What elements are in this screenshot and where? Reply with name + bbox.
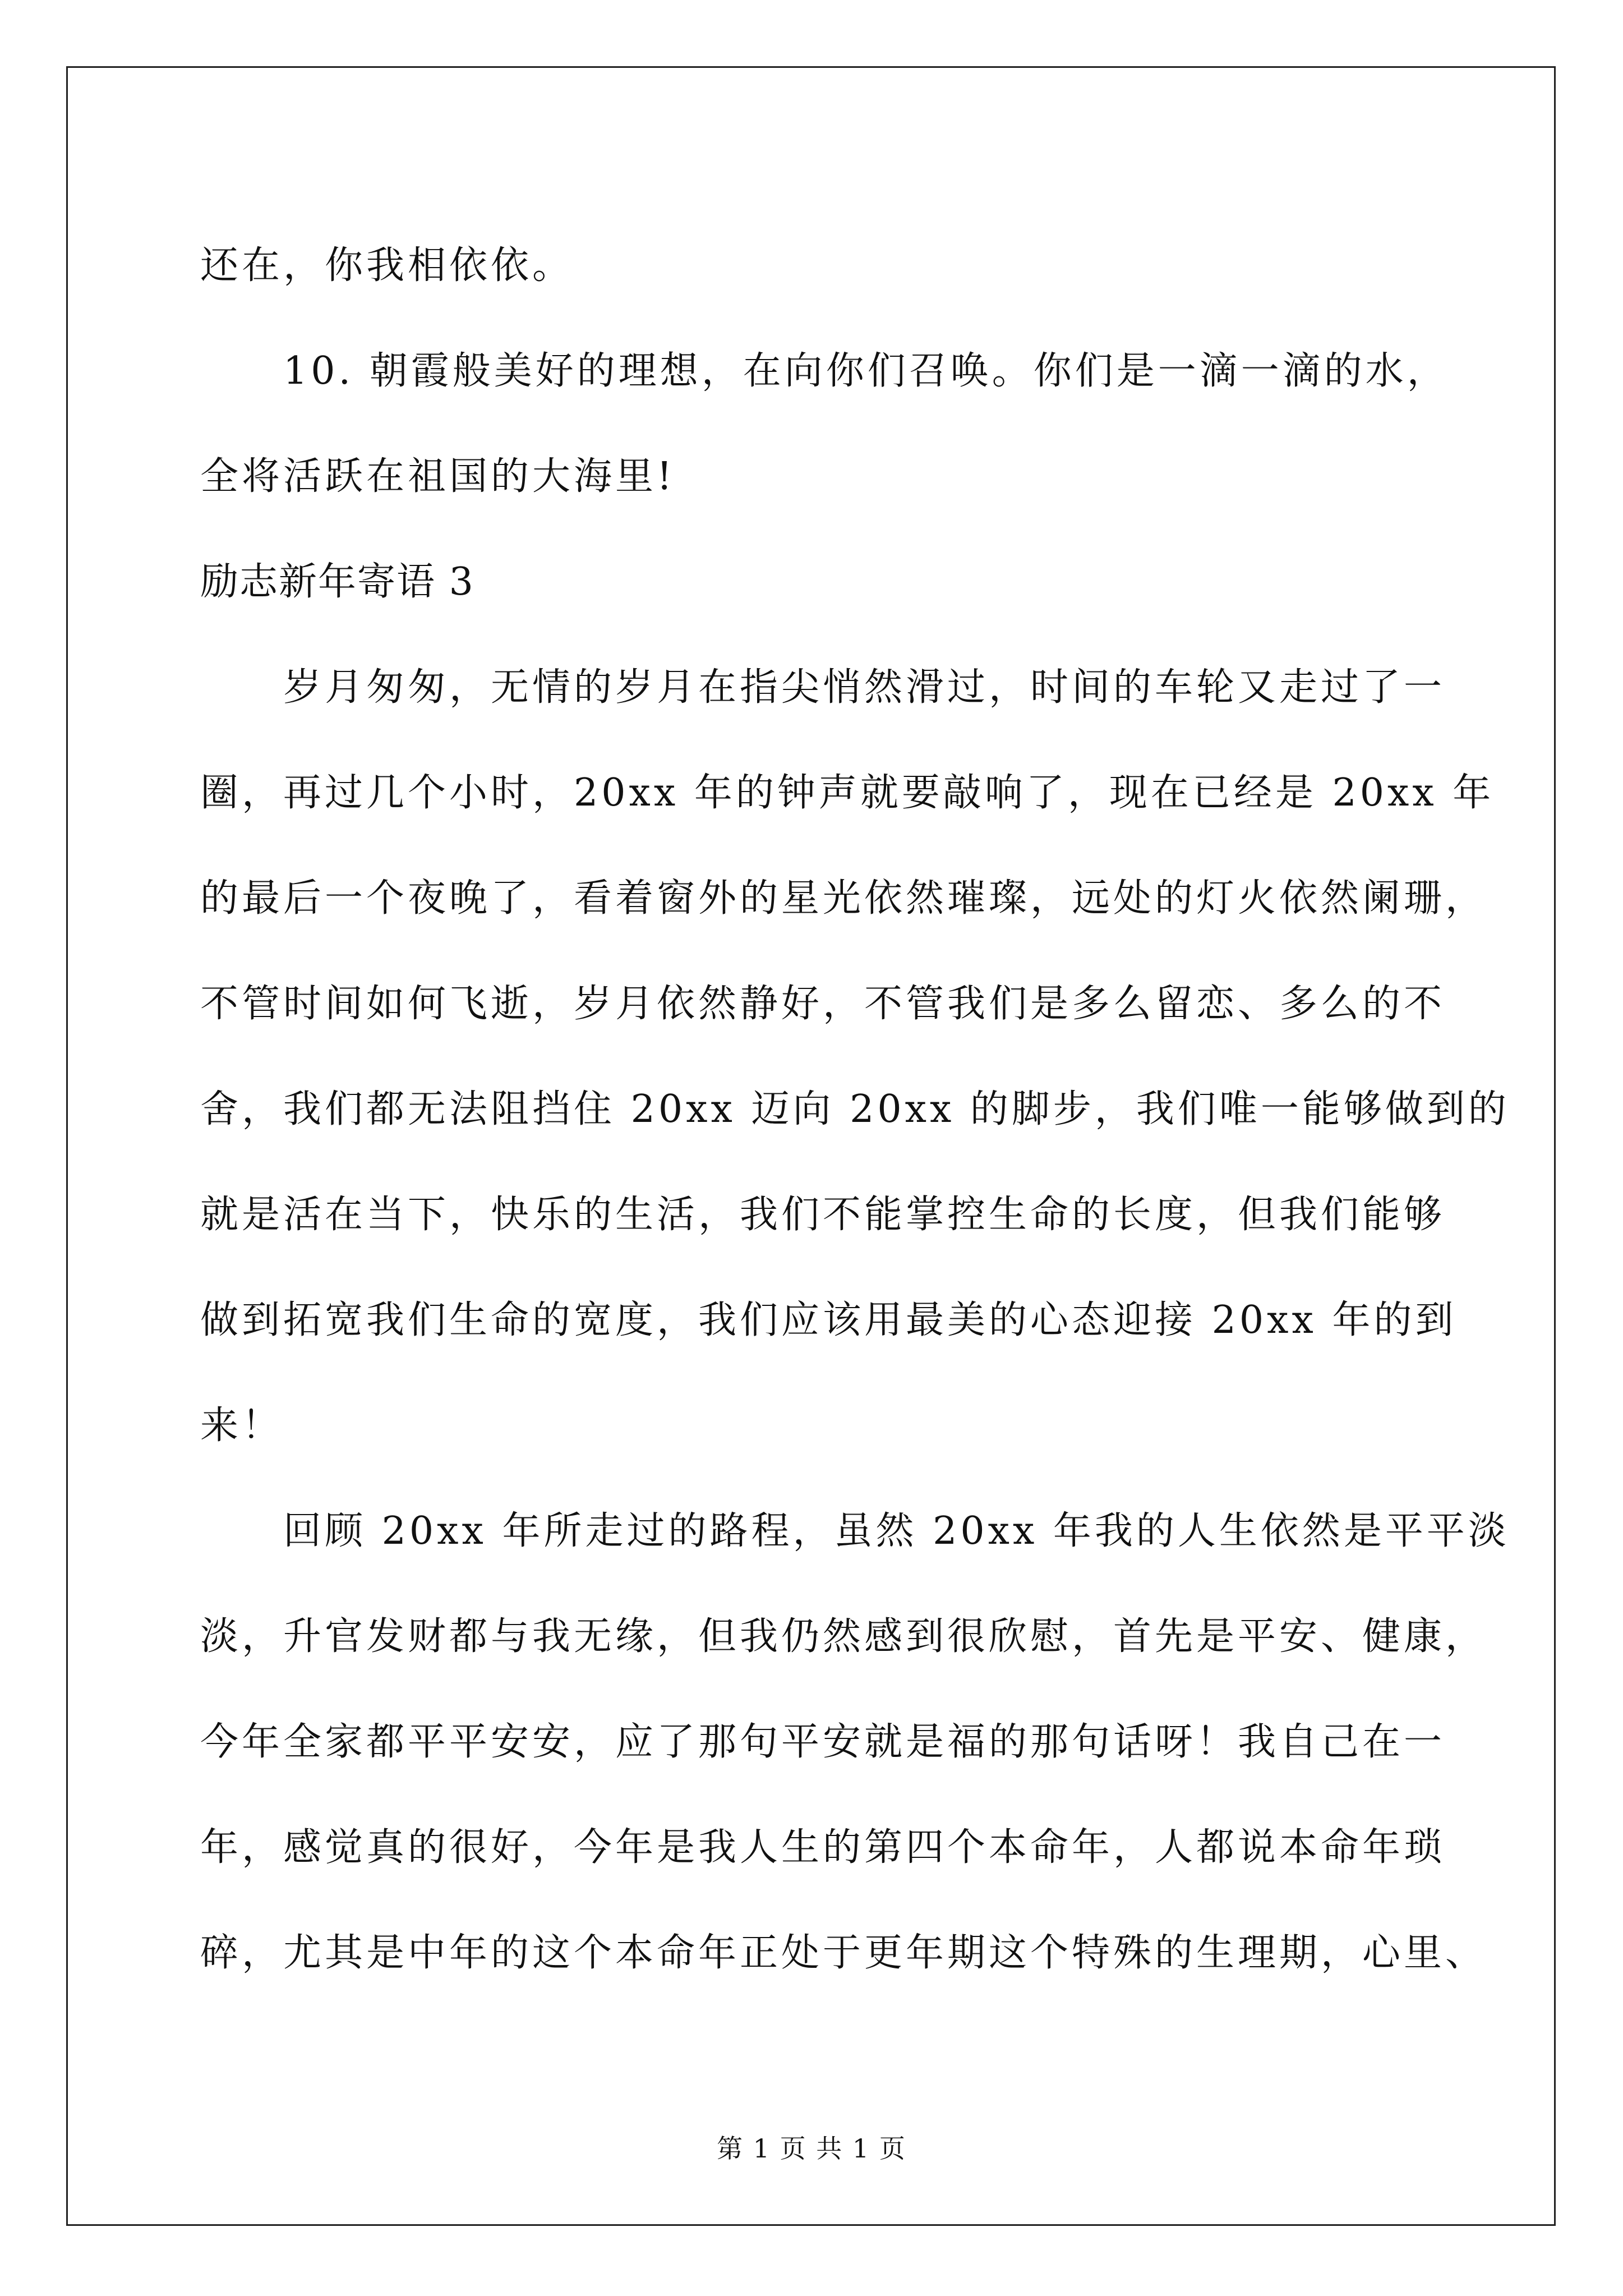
text-line: 圈，再过几个小时，20xx 年的钟声就要敲响了，现在已经是 20xx 年 — [200, 771, 1495, 815]
text-line: 碎，尤其是中年的这个本命年正处于更年期这个特殊的生理期，心里、 — [200, 1931, 1487, 1975]
text-line: 淡，升官发财都与我无缘，但我仍然感到很欣慰，首先是平安、健康， — [200, 1614, 1487, 1659]
page-footer: 第 1 页 共 1 页 — [717, 2133, 906, 2164]
text-line: 回顾 20xx 年所走过的路程，虽然 20xx 年我的人生依然是平平淡 — [283, 1509, 1510, 1553]
section-heading: 励志新年寄语 3 — [200, 560, 474, 604]
text-line: 10. 朝霞般美好的理想，在向你们召唤。你们是一滴一滴的水， — [283, 349, 1449, 393]
text-line: 不管时间如何飞逝，岁月依然静好，不管我们是多么留恋、多么的不 — [200, 982, 1446, 1026]
text-line: 岁月匆匆，无情的岁月在指尖悄然滑过，时间的车轮又走过了一 — [283, 665, 1446, 710]
text-line: 全将活跃在祖国的大海里! — [200, 454, 676, 499]
text-line: 年，感觉真的很好，今年是我人生的第四个本命年，人都说本命年琐 — [200, 1825, 1446, 1870]
text-line: 做到拓宽我们生命的宽度，我们应该用最美的心态迎接 20xx 年的到 — [200, 1298, 1457, 1342]
document-body — [200, 213, 1510, 2006]
text-line: 今年全家都平平安安，应了那句平安就是福的那句话呀！我自己在一 — [200, 1720, 1446, 1764]
text-line: 的最后一个夜晚了，看着窗外的星光依然璀璨，远处的灯火依然阑珊， — [200, 876, 1487, 921]
text-line: 舍，我们都无法阻挡住 20xx 迈向 20xx 的脚步，我们唯一能够做到的 — [200, 1087, 1510, 1131]
text-line: 就是活在当下，快乐的生活，我们不能掌控生命的长度，但我们能够 — [200, 1193, 1446, 1237]
text-line: 还在，你我相依依。 — [200, 243, 574, 288]
text-line: 来！ — [200, 1404, 284, 1448]
